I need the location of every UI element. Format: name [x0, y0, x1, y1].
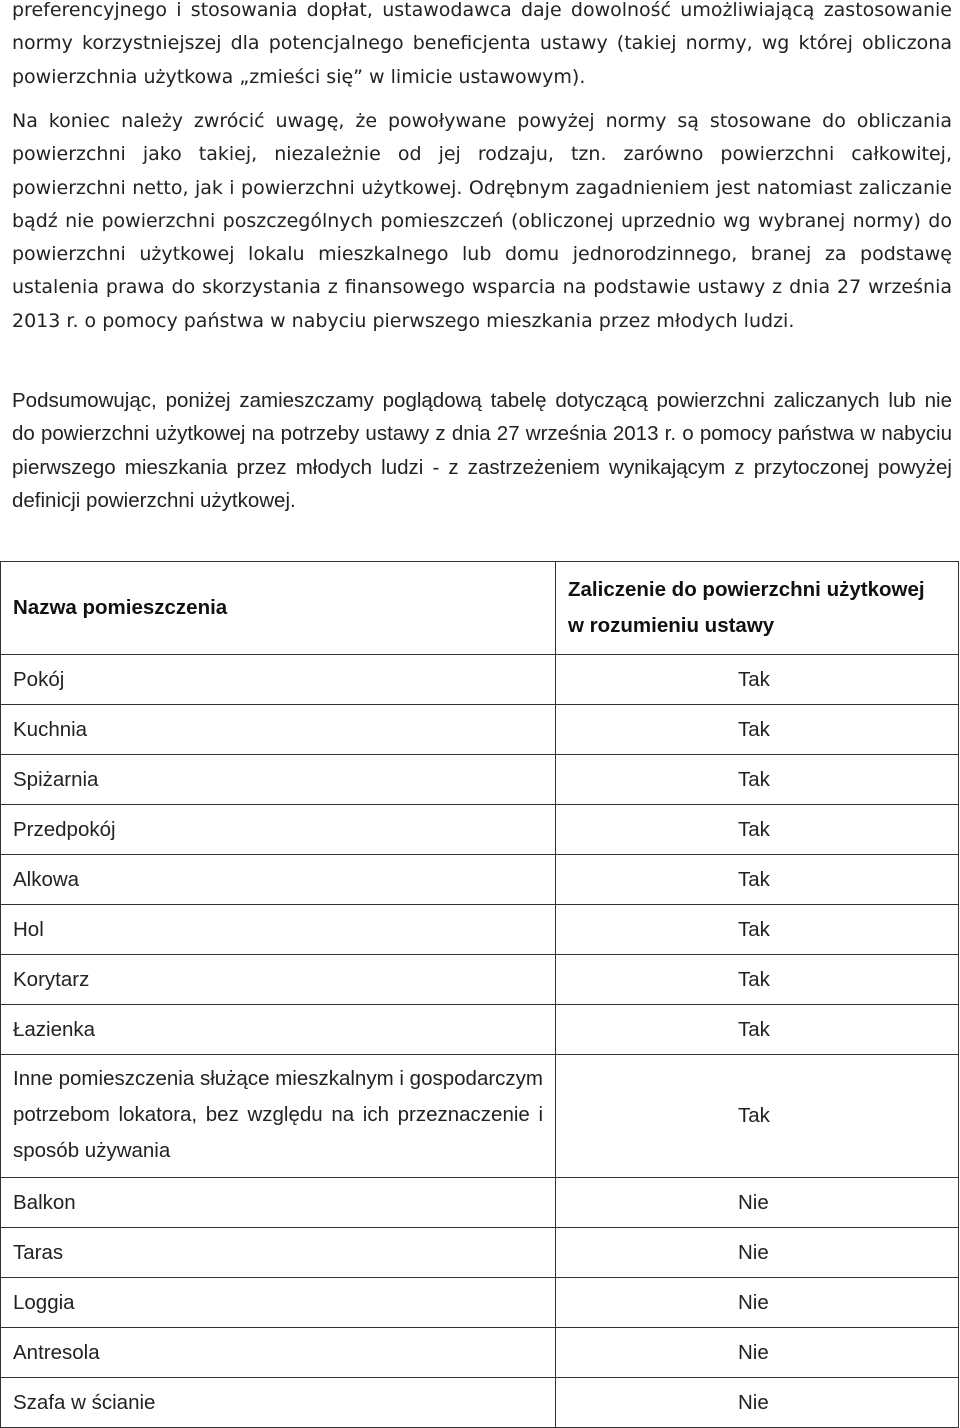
room-name: Inne pomieszczenia służące mieszkalnym i gospodarczym potrzebom lokatora, bez względu na ich przeznaczenie i sposób używania	[1, 1055, 556, 1178]
paragraph-intro: preferencyjnego i stosowania dopłat, ustawodawca daje dowolność umożliwiającą zastosowanie normy korzystniejszej dla potencjalnego beneficjenta ustawy (takiej normy, wg której obliczona powierzchnia użytkowa „zmieści się” w limicie ustawowym).	[12, 0, 952, 88]
paragraph-norms: Na koniec należy zwrócić uwagę, że powoływane powyżej normy są stosowane do obliczania powierzchni jako takiej, niezależnie od jej rodzaju, tzn. zarówno powierzchni całkowitej, powierzchni netto, jak i powierzchni użytkowej. Odrębnym zagadnieniem jest natomiast zaliczanie bądź nie powierzchni poszczególnych pomieszczeń (obliczonej uprzednio wg wybranej normy) do powierzchni użytkowej lokalu mieszkalnego lub domu jednorodzinnego, branej za podstawę ustalenia prawa do skorzystania z finansowego wsparcia na podstawie ustawy z dnia 27 września 2013 r. o pomocy państwa w nabyciu pierwszego mieszkania przez młodych ludzi.	[12, 110, 952, 332]
table-row	[1, 705, 959, 755]
table-row	[1, 1228, 959, 1278]
table-row	[1, 1055, 959, 1178]
room-inclusion: Nie	[556, 1378, 959, 1428]
room-inclusion: Nie	[556, 1228, 959, 1278]
room-name: Szafa w ścianie	[1, 1378, 556, 1428]
table-row	[1, 805, 959, 855]
rooms-table	[0, 561, 959, 1428]
table-row	[1, 655, 959, 705]
room-name: Przedpokój	[1, 805, 556, 855]
room-inclusion: Tak	[556, 705, 959, 755]
room-inclusion: Tak	[556, 755, 959, 805]
room-name: Spiżarnia	[1, 755, 556, 805]
table-row	[1, 1278, 959, 1328]
room-inclusion: Nie	[556, 1328, 959, 1378]
paragraph-summary: Podsumowując, poniżej zamieszczamy poglądową tabelę dotyczącą powierzchni zaliczanych lub nie do powierzchni użytkowej na potrzeby ustawy z dnia 27 września 2013 r. o pomocy państwa w nabyciu pierwszego mieszkania przez młodych ludzi - z zastrzeżeniem wynikającym z przytoczonej powyżej definicji powierzchni użytkowej.	[12, 389, 952, 512]
room-name: Kuchnia	[1, 705, 556, 755]
table-header-row	[1, 562, 959, 655]
room-name: Antresola	[1, 1328, 556, 1378]
room-name: Pokój	[1, 655, 556, 705]
room-name: Balkon	[1, 1178, 556, 1228]
header-room-name: Nazwa pomieszczenia	[1, 562, 556, 655]
room-name: Korytarz	[1, 955, 556, 1005]
header-inclusion: Zaliczenie do powierzchni użytkowej w rozumieniu ustawy	[556, 562, 959, 655]
room-inclusion: Nie	[556, 1178, 959, 1228]
room-name: Łazienka	[1, 1005, 556, 1055]
room-inclusion: Tak	[556, 905, 959, 955]
room-inclusion: Tak	[556, 955, 959, 1005]
room-inclusion: Nie	[556, 1278, 959, 1328]
table-row	[1, 1328, 959, 1378]
room-inclusion: Tak	[556, 805, 959, 855]
table-row	[1, 955, 959, 1005]
table-row	[1, 755, 959, 805]
room-inclusion: Tak	[556, 655, 959, 705]
room-name: Hol	[1, 905, 556, 955]
table-row	[1, 1378, 959, 1428]
table-row	[1, 905, 959, 955]
table-row	[1, 855, 959, 905]
room-inclusion: Tak	[556, 1055, 959, 1178]
room-name: Taras	[1, 1228, 556, 1278]
table-row	[1, 1005, 959, 1055]
room-name: Loggia	[1, 1278, 556, 1328]
table-row	[1, 1178, 959, 1228]
room-name: Alkowa	[1, 855, 556, 905]
room-inclusion: Tak	[556, 1005, 959, 1055]
room-inclusion: Tak	[556, 855, 959, 905]
